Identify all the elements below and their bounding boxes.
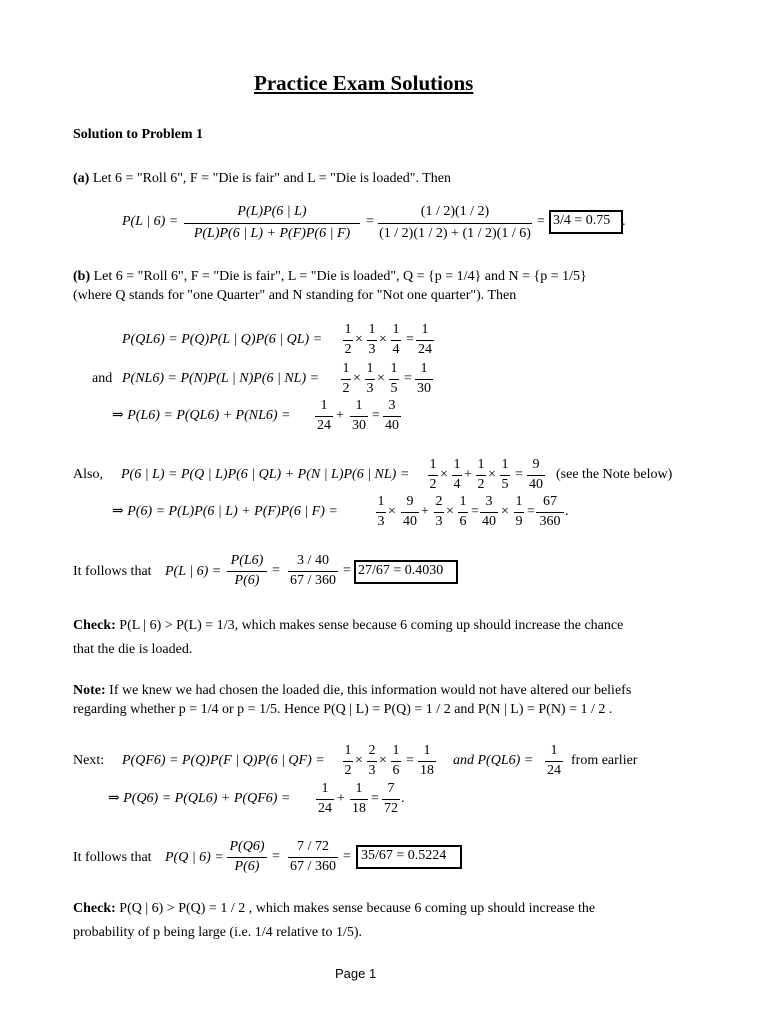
also-word: Also, xyxy=(73,467,103,482)
follows-1-ratio: P(L6) P(6) = 3 / 40 67 / 360 = xyxy=(226,553,356,589)
nl6-equation: P(NL6) = P(N)P(L | N)P(6 | NL) = xyxy=(122,371,320,386)
part-a-lhs: P(L | 6) = xyxy=(122,214,179,229)
check-1-line-2: that the die is loaded. xyxy=(73,642,193,657)
note-line-1: Note: If we knew we had chosen the loaded die, this information would not have altered our beliefs xyxy=(73,683,632,698)
section-heading: Solution to Problem 1 xyxy=(73,127,204,142)
q6-sum: 1 24 + 1 18 = 7 72 . xyxy=(318,781,405,816)
page-number: Page 1 xyxy=(335,966,377,981)
next-word: Next: xyxy=(73,753,105,768)
answer-2: 35/67 = 0.5224 xyxy=(361,848,447,863)
follows-2-lhs: P(Q | 6) = xyxy=(165,850,224,865)
check-1: Check: P(L | 6) > P(L) = 1/3, which makes sense because 6 coming up should increase the chance xyxy=(73,618,624,633)
follows-2-ratio: P(Q6) P(6) = 7 / 72 67 / 360 = xyxy=(226,839,356,875)
page-title: Practice Exam Solutions xyxy=(254,71,474,95)
part-b-intro-2: (where Q stands for "one Quarter" and N standing for "Not one quarter"). Then xyxy=(73,288,517,303)
follows-1-lhs: P(L | 6) = xyxy=(165,564,222,579)
qf6-product: 1 2 × 2 3 × 1 6 = 1 18 xyxy=(344,743,434,778)
p6l-equation: P(6 | L) = P(Q | L)P(6 | QL) + P(N | L)P(6 | NL) = xyxy=(121,467,410,482)
follows-1-text: It follows that xyxy=(73,564,152,579)
part-a-equals-1: = xyxy=(366,214,374,229)
answer-1: 27/67 = 0.4030 xyxy=(358,563,444,578)
and-ql6: and P(QL6) = xyxy=(453,753,534,768)
and-word: and xyxy=(92,371,113,386)
check-2: Check: P(Q | 6) > P(Q) = 1 / 2 , which makes sense because 6 coming up should increase the xyxy=(73,901,596,916)
ql6-equation: P(QL6) = P(Q)P(L | Q)P(6 | QL) = xyxy=(122,332,323,347)
p6-equation: ⇒ P(6) = P(L)P(6 | L) + P(F)P(6 | F) = xyxy=(112,504,338,519)
check-2-line-2: probability of p being large (i.e. 1/4 relative to 1/5). xyxy=(73,925,362,940)
p6-sum: 1 3 × 9 40 + 2 3 × 1 6 = 3 40 × 1 9 = 67 360 . xyxy=(377,494,569,529)
p6l-sum: 1 2 × 1 4 + 1 2 × 1 5 = 9 40 xyxy=(429,457,543,492)
note-line-2: regarding whether p = 1/4 or p = 1/5. Hence P(Q | L) = P(Q) = 1 / 2 and P(N | L) = P(N) = 1 / 2 . xyxy=(73,702,613,717)
part-a-answer: 3/4 = 0.75 xyxy=(553,213,611,228)
part-b-intro: (b) Let 6 = "Roll 6", F = "Die is fair", L = "Die is loaded", Q = {p = 1/4} and N = {p = 1/5} xyxy=(73,269,587,284)
part-a-period: . xyxy=(622,214,626,229)
from-earlier: from earlier xyxy=(571,753,638,768)
part-a-equals-2: = xyxy=(537,214,545,229)
see-note: (see the Note below) xyxy=(556,467,673,482)
follows-2-text: It follows that xyxy=(73,850,152,865)
l6-equation: ⇒ P(L6) = P(QL6) + P(NL6) = xyxy=(112,408,291,423)
nl6-product: 1 2 × 1 3 × 1 5 = 1 30 xyxy=(342,361,431,396)
q6-equation: ⇒ P(Q6) = P(QL6) + P(QF6) = xyxy=(108,791,291,806)
ql6-product: 1 2 × 1 3 × 1 4 = 1 24 xyxy=(344,322,432,357)
part-a-intro: (a) Let 6 = "Roll 6", F = "Die is fair" and L = "Die is loaded". Then xyxy=(73,171,451,186)
qf6-equation: P(QF6) = P(Q)P(F | Q)P(6 | QF) = xyxy=(122,753,325,768)
l6-sum: 1 24 + 1 30 = 3 40 xyxy=(317,398,399,433)
